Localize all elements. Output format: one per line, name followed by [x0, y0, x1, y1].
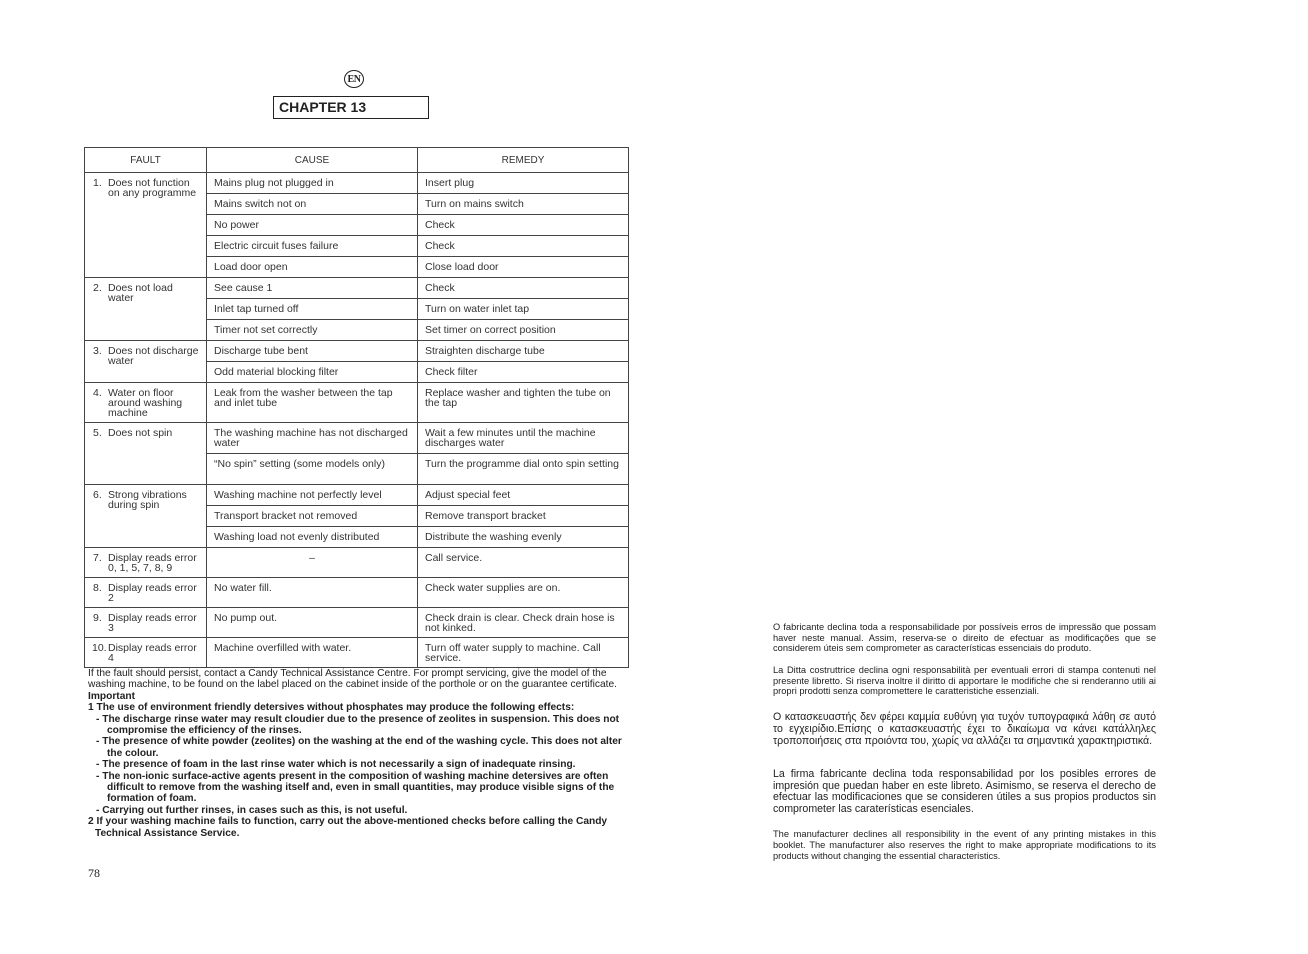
cause-cell: Odd material blocking filter	[207, 362, 418, 383]
remedy-cell: Check water supplies are on.	[418, 578, 629, 608]
language-badge: EN	[344, 70, 364, 88]
fault-cell	[85, 578, 207, 608]
fault-cell	[85, 485, 207, 548]
cause-cell: Inlet tap turned off	[207, 299, 418, 320]
fault-number: 9.	[93, 612, 102, 624]
notes-bullet: - Carrying out further rinses, in cases such as this, is not useful.	[96, 804, 408, 816]
fault-number: 8.	[93, 582, 102, 594]
fault-cell	[85, 383, 207, 423]
fault-number: 5.	[93, 427, 102, 439]
cause-cell: Machine overfilled with water.	[207, 638, 418, 668]
fault-cell	[85, 173, 207, 278]
cause-cell: Transport bracket not removed	[207, 506, 418, 527]
remedy-cell: Wait a few minutes until the machine discharges water	[418, 423, 629, 454]
header-cause: CAUSE	[207, 148, 418, 173]
remedy-cell: Turn on mains switch	[418, 194, 629, 215]
disclaimer-italian: La Ditta costruttrice declina ogni responsabilità per eventuali errori di stampa contenuti nel presente libretto. Si riserva inoltre il diritto di apportare le modifiche che si renderanno utili ai propri prodotti senza compromettere le caratteristiche essenziali.	[773, 665, 1156, 697]
cause-cell: See cause 1	[207, 278, 418, 299]
fault-cell	[85, 638, 207, 668]
remedy-cell: Distribute the washing evenly	[418, 527, 629, 548]
fault-number: 1.	[93, 177, 102, 189]
cause-cell: Load door open	[207, 257, 418, 278]
cause-cell: Timer not set correctly	[207, 320, 418, 341]
remedy-cell: Close load door	[418, 257, 629, 278]
remedy-cell: Turn off water supply to machine. Call service.	[418, 638, 629, 668]
notes-intro: If the fault should persist, contact a Candy Technical Assistance Centre. For prompt servicing, give the model of the washing machine, to be found on the label placed on the cabinet inside of the porthole or on the guarantee certificate.	[88, 668, 617, 691]
troubleshooting-table	[84, 147, 629, 668]
table-row	[85, 608, 629, 638]
fault-number: 10.	[92, 642, 107, 654]
cause-cell: –	[207, 548, 418, 578]
notes-point-1: 1 The use of environment friendly detersives without phosphates may produce the following effects:	[88, 702, 575, 714]
fault-cell	[85, 278, 207, 341]
notes-bullet: - The presence of white powder (zeolites) on the washing at the end of the washing cycle. This does not alter the colour.	[96, 736, 622, 759]
cause-cell: Mains switch not on	[207, 194, 418, 215]
fault-text: Display reads error 2	[108, 582, 197, 604]
table-row	[85, 638, 629, 668]
cause-cell: Discharge tube bent	[207, 341, 418, 362]
fault-cell	[85, 423, 207, 485]
remedy-cell: Straighten discharge tube	[418, 341, 629, 362]
notes-bullet: - The presence of foam in the last rinse water which is not necessarily a sign of inadequate rinsing.	[96, 759, 576, 771]
page-number: 78	[88, 866, 100, 880]
troubleshooting-notes	[88, 668, 628, 839]
disclaimer-spanish: La firma fabricante declina toda responsabilidad por los posibles errores de impresión que puedan haber en este libreto. Asimismo, se reserva el derecho de efectuar las modificaciones que se consideren útiles a sus propios productos sin comprometer las caraterísticas esenciales.	[773, 768, 1156, 816]
remedy-cell: Set timer on correct position	[418, 320, 629, 341]
cause-cell: Leak from the washer between the tap and inlet tube	[207, 383, 418, 423]
table-row	[85, 548, 629, 578]
table-header-row	[85, 148, 629, 173]
disclaimer-greek: Ο κατασκευαστής δεν φέρει καμμία ευθύνη για τυχόν τυπογραφικά λάθη σε αυτό το εγχειρίδιο.Επίσης ο κατασκευαστής έχει το δικαίωμα να κάνει κατάλληλες τροποποιήσεις στα προιόντα του, χωρίς να αλλάζει τα σημαντικά χαρακτηριστικά.	[773, 711, 1156, 747]
remedy-cell: Replace washer and tighten the tube on the tap	[418, 383, 629, 423]
fault-text: Display reads error 0, 1, 5, 7, 8, 9	[108, 552, 197, 574]
cause-cell: “No spin” setting (some models only)	[207, 454, 418, 485]
fault-text: Does not load water	[108, 282, 173, 304]
fault-text: Display reads error 3	[108, 612, 197, 634]
remedy-cell: Call service.	[418, 548, 629, 578]
fault-cell	[85, 608, 207, 638]
fault-cell	[85, 341, 207, 383]
fault-text: Does not spin	[108, 427, 173, 439]
fault-number: 7.	[93, 552, 102, 564]
fault-text: Does not discharge water	[108, 345, 199, 367]
remedy-cell: Check drain is clear. Check drain hose is not kinked.	[418, 608, 629, 638]
fault-text: Display reads error 4	[108, 642, 197, 664]
table-row	[85, 383, 629, 423]
remedy-cell: Check	[418, 278, 629, 299]
cause-cell: The washing machine has not discharged water	[207, 423, 418, 454]
header-fault: FAULT	[85, 148, 207, 173]
remedy-cell: Check filter	[418, 362, 629, 383]
fault-text: Water on floor around washing machine	[108, 387, 183, 419]
remedy-cell: Adjust special feet	[418, 485, 629, 506]
cause-cell: No power	[207, 215, 418, 236]
cause-cell: Washing machine not perfectly level	[207, 485, 418, 506]
disclaimer-english: The manufacturer declines all responsibility in the event of any printing mistakes in this booklet. The manufacturer also reserves the right to make appropriate modifications to its products without changing the essential characteristics.	[773, 829, 1156, 861]
fault-number: 3.	[93, 345, 102, 357]
remedy-cell: Insert plug	[418, 173, 629, 194]
table-row	[85, 341, 629, 362]
cause-cell: Washing load not evenly distributed	[207, 527, 418, 548]
table-row	[85, 278, 629, 299]
cause-cell: Electric circuit fuses failure	[207, 236, 418, 257]
remedy-cell: Remove transport bracket	[418, 506, 629, 527]
table-row	[85, 485, 629, 506]
fault-cell	[85, 548, 207, 578]
remedy-cell: Check	[418, 236, 629, 257]
fault-number: 2.	[93, 282, 102, 294]
header-remedy: REMEDY	[418, 148, 629, 173]
table-row	[85, 578, 629, 608]
fault-number: 4.	[93, 387, 102, 399]
table-row	[85, 423, 629, 454]
table-row	[85, 173, 629, 194]
disclaimer-portuguese: O fabricante declina toda a responsabilidade por possíveis erros de impressão que possam haver neste manual. Assim, reserva-se o direito de efectuar as modificações que se considerem úteis sem comprometer as características essenciais do produto.	[773, 622, 1156, 654]
cause-cell: No pump out.	[207, 608, 418, 638]
fault-number: 6.	[93, 489, 102, 501]
chapter-title: CHAPTER 13	[273, 96, 429, 119]
fault-text: Strong vibrations during spin	[108, 489, 187, 511]
remedy-cell: Turn the programme dial onto spin setting	[418, 454, 629, 485]
cause-cell: No water fill.	[207, 578, 418, 608]
notes-bullet: - The discharge rinse water may result cloudier due to the presence of zeolites in suspension. This does not compromise the efficiency of the rinses.	[96, 713, 620, 737]
notes-bullet: - The non-ionic surface-active agents present in the composition of washing machine detersives are often difficult to remove from the washing itself and, even in small quantities, may produce visible signs of the formation of foam.	[96, 770, 615, 805]
remedy-cell: Check	[418, 215, 629, 236]
notes-important-heading: Important	[88, 690, 135, 702]
remedy-cell: Turn on water inlet tap	[418, 299, 629, 320]
cause-cell: Mains plug not plugged in	[207, 173, 418, 194]
fault-text: Does not function on any programme	[108, 177, 197, 199]
notes-point-2: 2 If your washing machine fails to function, carry out the above-mentioned checks before calling the Candy Technical Assistance Service.	[88, 816, 608, 839]
